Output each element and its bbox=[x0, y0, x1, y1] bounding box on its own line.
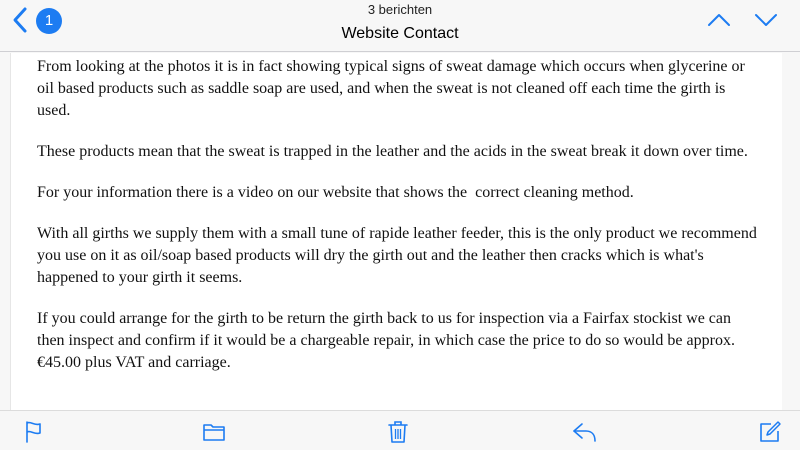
flag-icon bbox=[22, 420, 46, 444]
compose-icon bbox=[758, 420, 782, 444]
trash-icon bbox=[386, 420, 410, 444]
flag-button[interactable] bbox=[22, 420, 46, 444]
chevron-up-icon bbox=[706, 10, 732, 30]
message-paragraph: These products mean that the sweat is trapped in the leather and the acids in the sweat break it down over time. bbox=[37, 143, 748, 160]
previous-message-button[interactable] bbox=[706, 10, 732, 30]
move-to-folder-button[interactable] bbox=[202, 420, 226, 444]
message-paragraph: From looking at the photos it is in fact showing typical signs of sweat damage which occurs when glycerine or oil based products such as saddle soap are used, and when the sweat is not cleaned off each time the girth is used. bbox=[37, 58, 745, 119]
delete-button[interactable] bbox=[386, 420, 410, 444]
bottom-toolbar bbox=[0, 410, 800, 450]
unread-count-badge[interactable]: 1 bbox=[36, 8, 62, 34]
message-paragraph: For your information there is a video on our website that shows the correct cleaning method. bbox=[37, 184, 634, 201]
message-count-label: 3 berichten bbox=[367, 2, 433, 17]
page-title: Website Contact bbox=[341, 25, 459, 42]
navigation-bar bbox=[0, 0, 800, 52]
folder-icon bbox=[202, 420, 226, 444]
reply-icon bbox=[572, 420, 598, 444]
content-edge bbox=[782, 53, 800, 410]
message-paragraph: With all girths we supply them with a small tune of rapide leather feeder, this is the only product we recommend you use on it as oil/soap based products will dry the girth out and the leather then cracks which is what's happened to your girth it seems. bbox=[37, 225, 757, 286]
message-paragraph: If you could arrange for the girth to be return the girth back to us for inspection via a Fairfax stockist we can then inspect and confirm if it would be a chargeable repair, in which case the price to do so would be approx. €45.00 plus VAT and carriage. bbox=[37, 310, 735, 371]
next-message-button[interactable] bbox=[753, 10, 779, 30]
message-text bbox=[11, 53, 761, 374]
chevron-down-icon bbox=[753, 10, 779, 30]
message-body[interactable] bbox=[10, 53, 782, 410]
compose-button[interactable] bbox=[758, 420, 782, 444]
reply-button[interactable] bbox=[572, 420, 596, 444]
